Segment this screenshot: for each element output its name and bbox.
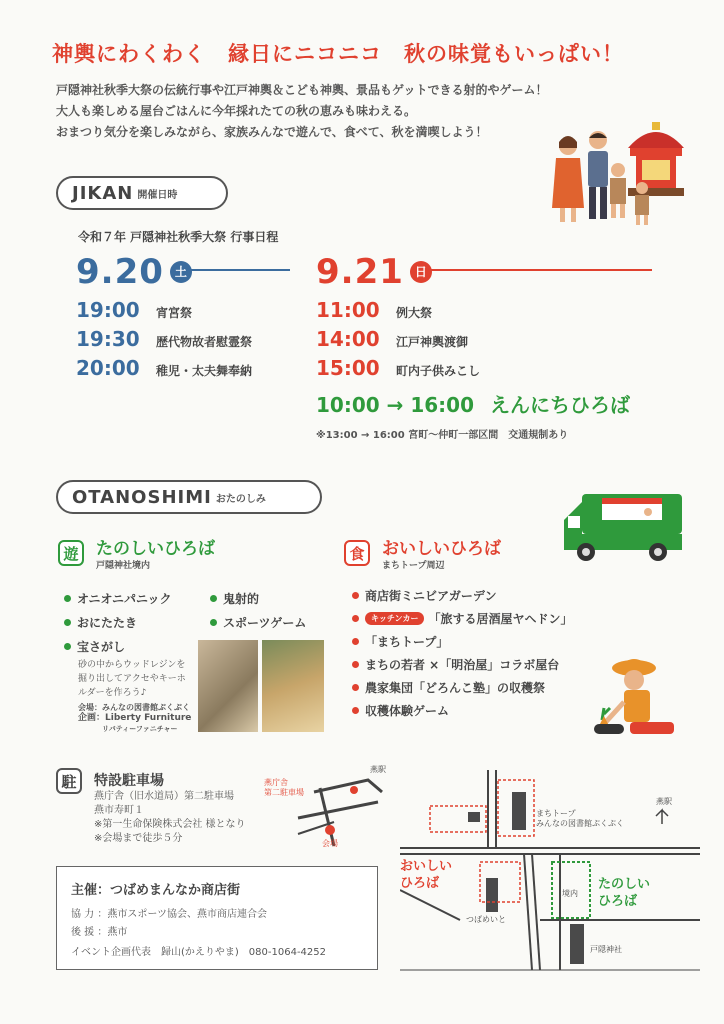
- item-label: スポーツゲーム: [223, 615, 307, 630]
- bullet-dot: [352, 707, 359, 714]
- list-item: [352, 584, 572, 607]
- day2-date: 9.21: [316, 252, 404, 292]
- farmer-illustration: [584, 650, 688, 748]
- tanoshii-title: たのしいひろば: [96, 539, 215, 559]
- oishii-sub: まちトープ周辺: [382, 561, 445, 571]
- jikan-label: [56, 176, 228, 210]
- tanoshii-sub: 戸隠神社境内: [96, 561, 151, 571]
- schedule-subtitle: 令和７年 戸隠神社秋季大祭 行事日程: [78, 230, 279, 244]
- bullet-dot: [352, 661, 359, 668]
- photo-resin-crafts: [262, 640, 324, 732]
- venue-map-station: 燕駅: [656, 797, 672, 806]
- food-badge: 食: [344, 540, 370, 566]
- bullet-dot: [352, 592, 359, 599]
- bullet-dot: [210, 619, 217, 626]
- venue-map-keidai: 境内: [562, 889, 578, 898]
- item-label: オニオニパニック: [77, 591, 172, 606]
- day1-event: [76, 327, 252, 356]
- item-label: 商店街ミニビアガーデン: [365, 589, 497, 603]
- intro-line-2: 大人も楽しめる屋台ごはんに今年採れたての秋の恵みも味わえる。: [56, 104, 417, 118]
- event-time: 14:00: [316, 327, 380, 351]
- parking-map-lot: 燕庁舎 第二駐車場: [264, 778, 304, 797]
- play-badge: 遊: [58, 540, 84, 566]
- day1-weekday: 土: [170, 261, 192, 283]
- intro-line-3: おまつり気分を楽しみながら、家族みんなで遊んで、食べて、秋を満喫しよう！: [56, 125, 488, 139]
- organizer-contact: イベント企画代表 歸山(かえりやま) 080-1064-4252: [71, 947, 327, 958]
- bullet-dot: [352, 684, 359, 691]
- day1-events: [76, 298, 252, 385]
- event-time: 20:00: [76, 356, 140, 380]
- treasure-desc-line: 掘り出してアクセやキーホ: [78, 674, 186, 684]
- list-item: [352, 699, 572, 722]
- ennichi-row: [316, 389, 630, 418]
- parking-line: ※第一生命保険株式会社 様となり: [94, 819, 246, 830]
- bullet-dot: [64, 595, 71, 602]
- bullet-dot: [352, 615, 359, 622]
- day1-header: [76, 252, 192, 292]
- list-item: [352, 653, 572, 676]
- jikan-label-jp: 開催日時: [137, 189, 178, 201]
- venue-map-library: みんなの図書館ぷくぷく: [536, 819, 624, 828]
- day2-event: [316, 356, 630, 385]
- photo-sand-play: [198, 640, 258, 732]
- otanoshimi-label-jp: おたのしみ: [215, 493, 266, 505]
- day2-header: [316, 252, 432, 292]
- list-item: [210, 610, 306, 634]
- parking-title: 特設駐車場: [94, 773, 164, 789]
- event-time: 19:30: [76, 327, 140, 351]
- list-item: [210, 586, 306, 610]
- item-label: 「まちトープ」: [365, 635, 449, 649]
- day2-event: [316, 327, 630, 356]
- organizer-koen: 後 援 ：燕市: [71, 927, 128, 938]
- event-time: 19:00: [76, 298, 140, 322]
- tanoshii-items-right: [210, 586, 306, 634]
- treasure-desc: [78, 658, 186, 700]
- bullet-dot: [64, 643, 71, 650]
- planner-text: 企画：Liberty Furniture: [78, 713, 192, 723]
- item-label: 農家集団「どろんこ塾」の収穫祭: [365, 681, 546, 695]
- jikan-label-en: JIKAN: [72, 182, 134, 204]
- intro-line-1: 戸隠神社秋季大祭の伝統行事や江戸神輿＆こども神輿、景品もゲットできる射的やゲーム！: [56, 83, 548, 97]
- bullet-dot: [352, 638, 359, 645]
- venue-map-shrine: 戸隠神社: [590, 945, 622, 954]
- venue-map-oishii: おいしい ひろば: [400, 859, 453, 891]
- treasure-title: [64, 638, 125, 655]
- parking-line: 燕市寿町１: [94, 805, 144, 816]
- event-time: 15:00: [316, 356, 380, 380]
- otanoshimi-label: [56, 480, 322, 514]
- item-label: 「旅する居酒屋ヤヘドン」: [428, 612, 573, 626]
- item-label: 鬼射的: [223, 591, 260, 606]
- list-item: [352, 630, 572, 653]
- event-time: 11:00: [316, 298, 380, 322]
- bullet-dot: [64, 619, 71, 626]
- ennichi-time: 10:00 → 16:00: [316, 393, 475, 417]
- organizer-box: [56, 866, 378, 970]
- day1-event: [76, 356, 252, 385]
- organizer-title: 主催：つばめまんなか商店街: [71, 883, 241, 898]
- oishii-title: おいしいひろば: [382, 539, 501, 559]
- day2-events: [316, 298, 630, 441]
- event-name: 宵宮祭: [156, 306, 193, 320]
- venue-text: 会場：みんなの図書館ぷくぷく: [78, 703, 190, 712]
- venue-map-tanoshii: たのしい ひろば: [598, 877, 651, 909]
- item-label: 収穫体験ゲーム: [365, 704, 450, 718]
- treasure-desc-line: ルダーを作ろう♪: [78, 688, 147, 698]
- kitchen-car-tag: キッチンカー: [365, 612, 424, 625]
- venue-map-matitope: まちトープ: [536, 809, 576, 818]
- item-label: おにたたき: [77, 615, 138, 630]
- event-name: 例大祭: [396, 306, 433, 320]
- parking-map-venue: 会場: [322, 839, 338, 848]
- day1-event: [76, 298, 252, 327]
- day2-rule: [430, 269, 652, 271]
- event-name: 歴代物故者慰霊祭: [156, 335, 253, 349]
- organizer-kyoryoku: 協 力 ：燕市スポーツ協会、燕市商店連合会: [71, 909, 267, 920]
- ennichi-label: えんにちひろば: [490, 393, 631, 417]
- traffic-note: ※13:00 → 16:00 宮町〜仲町一部区間 交通規制あり: [316, 430, 569, 441]
- planner-kana: リバティーファニチャー: [102, 725, 178, 733]
- list-item: [352, 607, 572, 630]
- day2-event: [316, 298, 630, 327]
- treasure-credits: [78, 702, 191, 735]
- bullet-dot: [210, 595, 217, 602]
- event-name: 江戸神輿渡御: [396, 335, 469, 349]
- list-item: [352, 676, 572, 699]
- intro-text: [56, 80, 548, 143]
- event-name: 稚児・太夫舞奉納: [156, 364, 253, 378]
- oishii-items: [352, 584, 572, 722]
- day1-rule: [190, 269, 290, 271]
- mikoshi-illustration: [628, 122, 684, 196]
- parking-line: ※会場まで徒歩５分: [94, 833, 183, 844]
- otanoshimi-label-en: OTANOSHIMI: [72, 486, 212, 508]
- day1-date: 9.20: [76, 252, 164, 292]
- parking-line: 燕庁舎（旧水道局）第二駐車場: [94, 791, 234, 802]
- event-name: 町内子供みこし: [396, 364, 481, 378]
- food-truck-illustration: [562, 490, 684, 564]
- venue-map-tsubame-meito: つばめいと: [466, 915, 506, 924]
- parking-map-station: 燕駅: [370, 765, 386, 774]
- family-illustration: [548, 118, 688, 228]
- list-item: [64, 610, 172, 634]
- treasure-desc-line: 砂の中からウッドレジンを: [78, 660, 186, 670]
- list-item: [64, 586, 172, 610]
- day2-weekday: 日: [410, 261, 432, 283]
- parking-details: [94, 790, 246, 846]
- parking-badge: 駐: [56, 768, 82, 794]
- headline: 神輿にわくわく 縁日にニコニコ 秋の味覚もいっぱい！: [52, 42, 624, 66]
- item-label: まちの若者 ×「明治屋」コラボ屋台: [365, 658, 560, 672]
- treasure-label: 宝さがし: [77, 640, 126, 654]
- tanoshii-items-left: [64, 586, 172, 634]
